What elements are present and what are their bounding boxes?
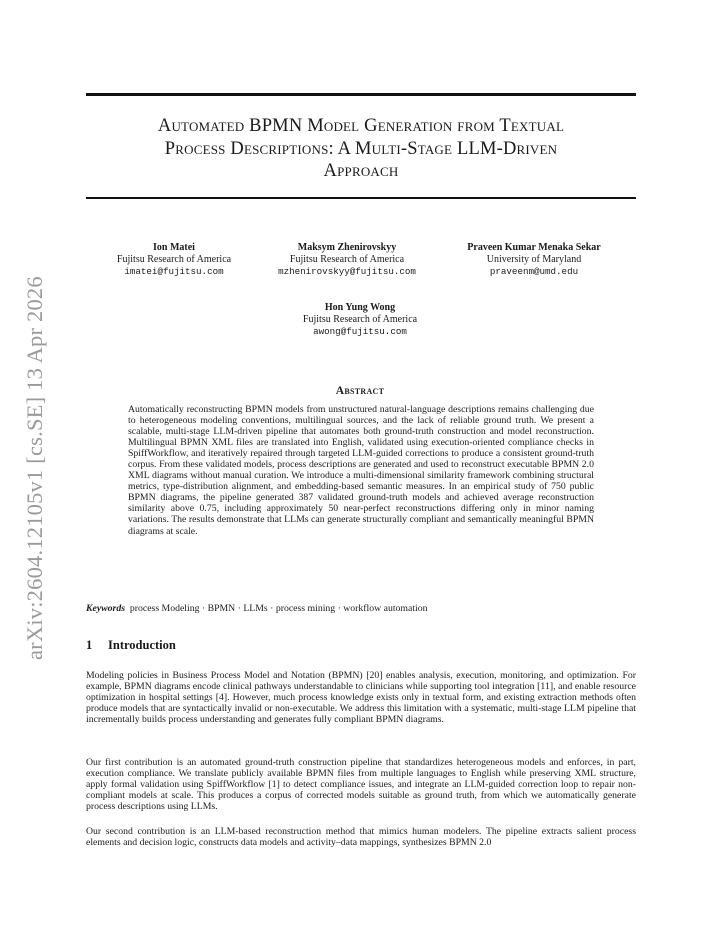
title-line: Automated BPMN Model Generation from Textual [157,116,565,136]
paper-title [86,115,636,183]
author-email[interactable]: praveenm@umd.edu [489,266,579,277]
abstract-heading: Abstract [335,385,385,397]
author-block [467,242,600,278]
section-number: 1 [86,638,93,652]
author-affiliation: University of Maryland [486,254,582,265]
title-line: Process Descriptions: A Multi-Stage LLM-Driven [164,138,558,159]
keywords-label: Keywords [86,603,125,614]
top-rule [86,93,636,96]
author-block [278,242,416,278]
author-name: Hon Yung Wong [324,302,396,313]
author-email[interactable]: imatei@fujitsu.com [124,266,224,277]
author-name: Ion Matei [153,242,195,253]
keywords-line [86,603,427,614]
title-bottom-rule [86,197,636,199]
author-block [117,242,231,278]
title-line: Approach [323,161,399,181]
author-block [303,302,417,338]
author-affiliation: Fujitsu Research of America [289,254,405,265]
arxiv-identifier: arXiv:2604.12105v1 [cs.SE] 13 Apr 2026 [22,276,47,660]
body-paragraph: Our first contribution is an automated ground-truth construction pipeline that standardizes heterogeneous models and enforces, in part, execution compliance. We translate publicly available BPMN files from multiple languages to English while preserving XML structure, apply formal validation using SpiffWorkflow [1] to detect compliance issues, and integrate an LLM-guided correction loop to repair non-compliant models at scale. This produces a corpus of corrected models suitable as ground truth, from which we automatically generate process descriptions using LLMs. [86,757,636,813]
author-name: Praveen Kumar Menaka Sekar [467,242,601,253]
body-paragraph: Modeling policies in Business Process Model and Notation (BPMN) [20] enables analysis, execution, monitoring, and optimization. For example, BPMN diagrams encode clinical pathways understandable to clinicians while supporting tool integration [11], and enable resource optimization in hospital settings [4]. However, much process knowledge exists only in textual form, and existing extraction methods often produce models that are syntactically invalid or non-executable. We address this limitation with a systematic, multi-stage LLM pipeline that incrementally builds process understanding and generates fully compliant BPMN diagrams. [86,670,636,726]
section-heading [86,638,176,653]
author-email[interactable]: awong@fujitsu.com [313,326,407,337]
author-email[interactable]: mzhenirovskyy@fujitsu.com [278,266,416,277]
author-affiliation: Fujitsu Research of America [302,314,418,325]
abstract-body: Automatically reconstructing BPMN models from unstructured natural-language descriptions remains challenging due to heterogeneous modeling conventions, multilingual sources, and the lack of reliable ground truth. We present a scalable, multi-stage LLM-driven pipeline that automates both ground-truth construction and model reconstruction. Multilingual BPMN XML files are translated into English, validated using execution-oriented compliance checks in SpiffWorkflow, and iteratively repaired through targeted LLM-guided corrections to produce a consistent ground-truth corpus. From these validated models, process descriptions are generated and used to reconstruct executable BPMN 2.0 XML diagrams without manual curation. We introduce a multi-dimensional similarity framework combining structural metrics, type-distribution alignment, and embedding-based semantic measures. In an empirical study of 750 public BPMN diagrams, the pipeline generated 387 validated ground-truth models and achieved average reconstruction similarity above 0.75, including approximately 50 near-perfect reconstructions differing only in minor naming variations. The results demonstrate that LLMs can generate structurally compliant and semantically meaningful BPMN diagrams at scale. [128,404,594,537]
author-name: Maksym Zhenirovskyy [297,242,397,253]
keywords-text: process Modeling · BPMN · LLMs · process mining · workflow automation [129,603,428,614]
body-paragraph: Our second contribution is an LLM-based reconstruction method that mimics human modelers. The pipeline extracts salient process elements and decision logic, constructs data models and activity–data mappings, synthesizes BPMN 2.0 [86,826,636,849]
author-affiliation: Fujitsu Research of America [116,254,232,265]
section-title: Introduction [108,638,176,652]
